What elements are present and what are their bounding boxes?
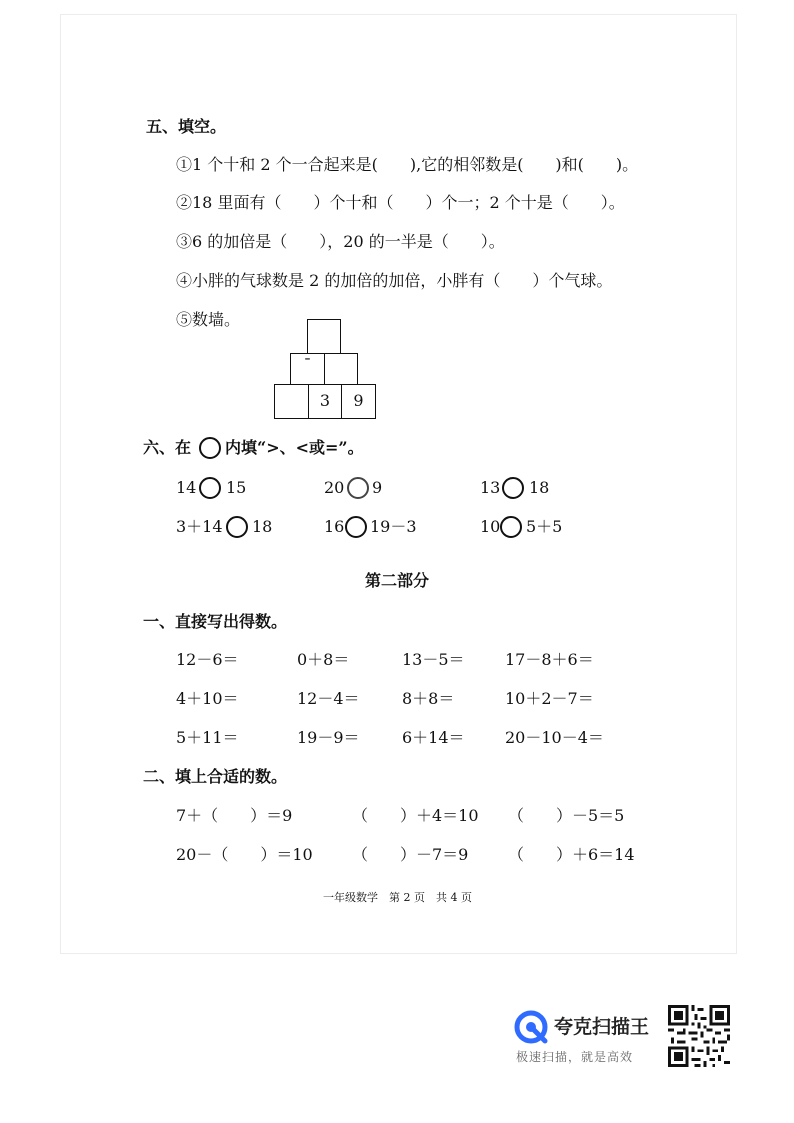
compare-right: 5＋5: [526, 517, 563, 536]
answer-circle[interactable]: [345, 516, 367, 538]
compare-right: 18: [529, 478, 550, 497]
compare-left: 10: [480, 517, 501, 536]
wall-mid-left-cell: ˉ: [290, 353, 325, 385]
compare-circle-icon: [199, 437, 221, 459]
qr-code-icon: [668, 1005, 730, 1067]
wall-mid-right-cell: [324, 353, 358, 385]
compare-left: 14: [176, 478, 197, 497]
wall-bottom-middle-cell: 3: [308, 384, 342, 419]
math-item: 0＋8＝: [297, 650, 350, 669]
compare-right: 19－3: [370, 517, 417, 536]
part-two-section-2-heading: 二、填上合适的数。: [143, 767, 288, 786]
brand-name: 夸克扫描王: [554, 1016, 650, 1038]
page-footer: 一年级数学 第 2 页 共 4 页: [323, 891, 472, 904]
math-item: 4＋10＝: [176, 689, 239, 708]
scanner-logo-icon: [514, 1010, 548, 1044]
wall-top-cell: [307, 319, 341, 354]
section-5-heading: 五、填空。: [146, 117, 227, 136]
math-item: 5＋11＝: [176, 728, 239, 747]
section-6-heading-prefix: 六、在: [143, 438, 192, 457]
question-5-5: ⑤数墙。: [176, 310, 241, 329]
question-5-1: ①1 个十和 2 个一合起来是( ),它的相邻数是( )和( )。: [176, 155, 639, 174]
part-two-title: 第二部分: [364, 571, 429, 590]
answer-circle[interactable]: [502, 477, 524, 499]
compare-right: 18: [252, 517, 273, 536]
answer-circle[interactable]: [226, 516, 248, 538]
math-item: 8＋8＝: [402, 689, 455, 708]
wall-bottom-right-cell: 9: [341, 384, 376, 419]
math-item: 13－5＝: [402, 650, 465, 669]
brand-tagline: 极速扫描，就是高效: [516, 1050, 634, 1064]
math-item: 6＋14＝: [402, 728, 465, 747]
answer-circle[interactable]: [347, 477, 369, 499]
math-item: 12－6＝: [176, 650, 239, 669]
part-two-section-1-heading: 一、直接写出得数。: [143, 612, 288, 631]
fill-item: 7＋（ ）＝9: [176, 806, 293, 825]
compare-right: 15: [226, 478, 247, 497]
question-5-4: ④小胖的气球数是 2 的加倍的加倍，小胖有（ ）个气球。: [176, 271, 613, 290]
compare-left: 3＋14: [176, 517, 223, 536]
compare-left: 16: [324, 517, 345, 536]
math-item: 20－10－4＝: [505, 728, 604, 747]
compare-left: 13: [480, 478, 501, 497]
fill-item: 20－（ ）＝10: [176, 845, 313, 864]
math-item: 10＋2－7＝: [505, 689, 594, 708]
compare-left: 20: [324, 478, 345, 497]
section-6-heading-suffix: 内填“>、<或=”。: [225, 438, 364, 457]
answer-circle[interactable]: [500, 516, 522, 538]
math-item: 17－8＋6＝: [505, 650, 594, 669]
fill-item: （ ）＋6＝14: [508, 845, 635, 864]
fill-item: （ ）－7＝9: [352, 845, 469, 864]
fill-item: （ ）＋4＝10: [352, 806, 479, 825]
compare-right: 9: [372, 478, 383, 497]
wall-bottom-left-cell: [274, 384, 309, 419]
fill-item: （ ）－5＝5: [508, 806, 625, 825]
answer-circle[interactable]: [199, 477, 221, 499]
math-item: 19－9＝: [297, 728, 360, 747]
question-5-2: ②18 里面有（ ）个十和（ ）个一；2 个十是（ ）。: [176, 193, 625, 212]
question-5-3: ③6 的加倍是（ ），20 的一半是（ ）。: [176, 232, 505, 251]
math-item: 12－4＝: [297, 689, 360, 708]
